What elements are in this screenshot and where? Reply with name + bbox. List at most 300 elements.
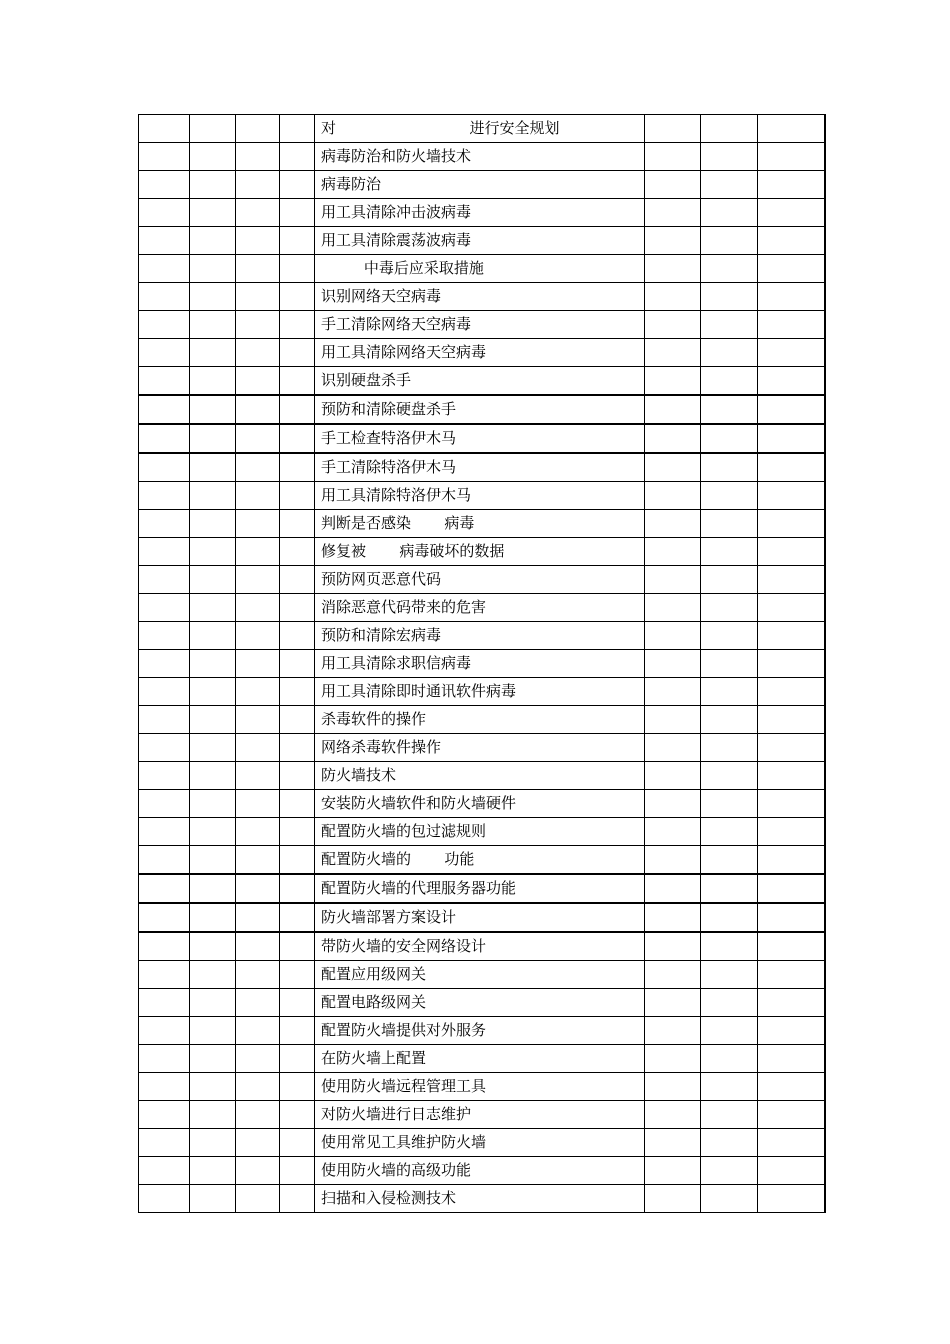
empty-cell	[758, 874, 825, 903]
empty-cell	[236, 1129, 280, 1157]
table-row	[139, 818, 825, 846]
empty-cell	[190, 961, 236, 989]
skill-item-cell: 中毒后应采取措施	[315, 255, 645, 283]
empty-cell	[236, 762, 280, 790]
empty-cell	[280, 227, 315, 255]
empty-cell	[280, 171, 315, 199]
empty-cell	[190, 1185, 236, 1213]
table-row	[139, 538, 825, 566]
empty-cell	[139, 171, 190, 199]
empty-cell	[236, 566, 280, 594]
empty-cell	[645, 594, 701, 622]
empty-cell	[758, 227, 825, 255]
empty-cell	[139, 961, 190, 989]
empty-cell	[139, 538, 190, 566]
empty-cell	[236, 1157, 280, 1185]
table-body	[139, 115, 825, 1213]
empty-cell	[139, 1101, 190, 1129]
empty-cell	[280, 143, 315, 171]
empty-cell	[701, 171, 758, 199]
empty-cell	[236, 171, 280, 199]
empty-cell	[701, 283, 758, 311]
empty-cell	[758, 1017, 825, 1045]
empty-cell	[701, 453, 758, 482]
empty-cell	[758, 1185, 825, 1213]
empty-cell	[280, 1101, 315, 1129]
empty-cell	[645, 255, 701, 283]
empty-cell	[645, 790, 701, 818]
skill-item-cell: 预防和清除硬盘杀手	[315, 395, 645, 424]
empty-cell	[280, 395, 315, 424]
empty-cell	[190, 453, 236, 482]
table-row	[139, 227, 825, 255]
empty-cell	[701, 255, 758, 283]
skill-item-cell: 配置应用级网关	[315, 961, 645, 989]
empty-cell	[139, 903, 190, 932]
table-row	[139, 367, 825, 396]
empty-cell	[645, 538, 701, 566]
skill-item-cell: 手工清除网络天空病毒	[315, 311, 645, 339]
empty-cell	[139, 115, 190, 143]
empty-cell	[236, 227, 280, 255]
empty-cell	[758, 482, 825, 510]
empty-cell	[701, 1101, 758, 1129]
empty-cell	[758, 453, 825, 482]
empty-cell	[701, 367, 758, 396]
empty-cell	[280, 255, 315, 283]
empty-cell	[645, 1017, 701, 1045]
empty-cell	[280, 115, 315, 143]
empty-cell	[236, 790, 280, 818]
empty-cell	[139, 199, 190, 227]
table-row	[139, 1045, 825, 1073]
empty-cell	[645, 678, 701, 706]
empty-cell	[701, 482, 758, 510]
empty-cell	[701, 874, 758, 903]
skill-item-cell: 预防网页恶意代码	[315, 566, 645, 594]
empty-cell	[236, 622, 280, 650]
empty-cell	[701, 790, 758, 818]
empty-cell	[701, 510, 758, 538]
skill-item-cell: 配置电路级网关	[315, 989, 645, 1017]
empty-cell	[236, 989, 280, 1017]
empty-cell	[645, 1073, 701, 1101]
empty-cell	[758, 538, 825, 566]
empty-cell	[236, 143, 280, 171]
empty-cell	[236, 1017, 280, 1045]
table-row	[139, 932, 825, 961]
empty-cell	[645, 227, 701, 255]
empty-cell	[758, 283, 825, 311]
empty-cell	[139, 874, 190, 903]
empty-cell	[190, 594, 236, 622]
skill-item-cell: 配置防火墙提供对外服务	[315, 1017, 645, 1045]
empty-cell	[758, 1101, 825, 1129]
empty-cell	[236, 199, 280, 227]
table-row	[139, 989, 825, 1017]
table-row	[139, 874, 825, 903]
empty-cell	[758, 734, 825, 762]
empty-cell	[280, 367, 315, 396]
empty-cell	[280, 762, 315, 790]
empty-cell	[139, 818, 190, 846]
empty-cell	[280, 1045, 315, 1073]
empty-cell	[139, 932, 190, 961]
empty-cell	[701, 566, 758, 594]
empty-cell	[190, 1157, 236, 1185]
empty-cell	[758, 706, 825, 734]
skill-item-cell: 使用常见工具维护防火墙	[315, 1129, 645, 1157]
empty-cell	[190, 311, 236, 339]
empty-cell	[139, 367, 190, 396]
empty-cell	[236, 903, 280, 932]
empty-cell	[236, 255, 280, 283]
empty-cell	[190, 790, 236, 818]
empty-cell	[701, 538, 758, 566]
empty-cell	[758, 903, 825, 932]
empty-cell	[236, 367, 280, 396]
empty-cell	[139, 283, 190, 311]
skill-item-cell: 对防火墙进行日志维护	[315, 1101, 645, 1129]
table-row	[139, 199, 825, 227]
skill-item-cell: 手工检查特洛伊木马	[315, 424, 645, 453]
empty-cell	[280, 510, 315, 538]
empty-cell	[236, 1073, 280, 1101]
empty-cell	[645, 453, 701, 482]
empty-cell	[236, 510, 280, 538]
skill-item-cell: 识别网络天空病毒	[315, 283, 645, 311]
empty-cell	[236, 650, 280, 678]
empty-cell	[236, 678, 280, 706]
empty-cell	[280, 961, 315, 989]
empty-cell	[645, 650, 701, 678]
empty-cell	[139, 762, 190, 790]
empty-cell	[701, 734, 758, 762]
empty-cell	[758, 143, 825, 171]
empty-cell	[701, 199, 758, 227]
skill-item-cell: 网络杀毒软件操作	[315, 734, 645, 762]
empty-cell	[701, 818, 758, 846]
empty-cell	[190, 846, 236, 875]
empty-cell	[758, 790, 825, 818]
empty-cell	[139, 227, 190, 255]
table-row	[139, 424, 825, 453]
empty-cell	[701, 1045, 758, 1073]
empty-cell	[280, 932, 315, 961]
skill-item-cell: 用工具清除即时通讯软件病毒	[315, 678, 645, 706]
empty-cell	[758, 678, 825, 706]
empty-cell	[645, 903, 701, 932]
empty-cell	[645, 510, 701, 538]
empty-cell	[139, 1073, 190, 1101]
empty-cell	[280, 453, 315, 482]
skill-item-cell: 消除恶意代码带来的危害	[315, 594, 645, 622]
empty-cell	[236, 115, 280, 143]
skill-item-cell: 用工具清除网络天空病毒	[315, 339, 645, 367]
empty-cell	[190, 1101, 236, 1129]
empty-cell	[139, 734, 190, 762]
table-row	[139, 650, 825, 678]
table-row	[139, 115, 825, 143]
empty-cell	[758, 424, 825, 453]
empty-cell	[139, 510, 190, 538]
skill-item-cell: 判断是否感染 病毒	[315, 510, 645, 538]
empty-cell	[758, 395, 825, 424]
empty-cell	[190, 734, 236, 762]
skill-item-cell: 带防火墙的安全网络设计	[315, 932, 645, 961]
table-row	[139, 482, 825, 510]
skill-item-cell: 对 进行安全规划	[315, 115, 645, 143]
empty-cell	[280, 874, 315, 903]
empty-cell	[645, 734, 701, 762]
table-row	[139, 1017, 825, 1045]
empty-cell	[758, 961, 825, 989]
empty-cell	[236, 594, 280, 622]
empty-cell	[645, 171, 701, 199]
empty-cell	[645, 961, 701, 989]
empty-cell	[758, 339, 825, 367]
table-row	[139, 395, 825, 424]
empty-cell	[758, 115, 825, 143]
table-row	[139, 678, 825, 706]
empty-cell	[645, 311, 701, 339]
empty-cell	[190, 482, 236, 510]
empty-cell	[139, 678, 190, 706]
skill-item-cell: 病毒防治和防火墙技术	[315, 143, 645, 171]
empty-cell	[701, 339, 758, 367]
empty-cell	[645, 1157, 701, 1185]
empty-cell	[139, 989, 190, 1017]
empty-cell	[645, 1129, 701, 1157]
empty-cell	[190, 1073, 236, 1101]
table-row	[139, 790, 825, 818]
empty-cell	[758, 818, 825, 846]
empty-cell	[236, 874, 280, 903]
empty-cell	[280, 1129, 315, 1157]
empty-cell	[758, 255, 825, 283]
empty-cell	[236, 818, 280, 846]
empty-cell	[645, 143, 701, 171]
empty-cell	[645, 482, 701, 510]
skill-item-cell: 扫描和入侵检测技术	[315, 1185, 645, 1213]
empty-cell	[645, 874, 701, 903]
empty-cell	[190, 989, 236, 1017]
empty-cell	[645, 1185, 701, 1213]
empty-cell	[701, 1157, 758, 1185]
empty-cell	[645, 339, 701, 367]
table-row	[139, 283, 825, 311]
table-row	[139, 171, 825, 199]
empty-cell	[758, 510, 825, 538]
empty-cell	[190, 1129, 236, 1157]
empty-cell	[280, 818, 315, 846]
empty-cell	[645, 566, 701, 594]
empty-cell	[190, 903, 236, 932]
table-row	[139, 1101, 825, 1129]
empty-cell	[236, 453, 280, 482]
skill-item-cell: 识别硬盘杀手	[315, 367, 645, 396]
empty-cell	[280, 734, 315, 762]
empty-cell	[701, 424, 758, 453]
empty-cell	[701, 311, 758, 339]
empty-cell	[139, 622, 190, 650]
table-row	[139, 903, 825, 932]
empty-cell	[190, 255, 236, 283]
empty-cell	[280, 706, 315, 734]
empty-cell	[645, 367, 701, 396]
empty-cell	[190, 650, 236, 678]
empty-cell	[645, 989, 701, 1017]
empty-cell	[280, 678, 315, 706]
empty-cell	[280, 1157, 315, 1185]
empty-cell	[190, 395, 236, 424]
empty-cell	[139, 424, 190, 453]
empty-cell	[190, 706, 236, 734]
empty-cell	[701, 395, 758, 424]
empty-cell	[190, 115, 236, 143]
empty-cell	[280, 482, 315, 510]
skill-item-cell: 用工具清除特洛伊木马	[315, 482, 645, 510]
skill-item-cell: 修复被 病毒破坏的数据	[315, 538, 645, 566]
empty-cell	[236, 283, 280, 311]
skill-item-cell: 防火墙技术	[315, 762, 645, 790]
empty-cell	[236, 932, 280, 961]
table-row	[139, 622, 825, 650]
empty-cell	[758, 989, 825, 1017]
empty-cell	[190, 367, 236, 396]
empty-cell	[139, 255, 190, 283]
empty-cell	[280, 622, 315, 650]
empty-cell	[758, 566, 825, 594]
empty-cell	[139, 143, 190, 171]
empty-cell	[139, 790, 190, 818]
skill-item-cell: 杀毒软件的操作	[315, 706, 645, 734]
empty-cell	[190, 510, 236, 538]
empty-cell	[645, 1045, 701, 1073]
empty-cell	[236, 1101, 280, 1129]
empty-cell	[645, 283, 701, 311]
empty-cell	[236, 706, 280, 734]
empty-cell	[190, 932, 236, 961]
empty-cell	[701, 1017, 758, 1045]
empty-cell	[758, 367, 825, 396]
empty-cell	[645, 199, 701, 227]
empty-cell	[236, 482, 280, 510]
empty-cell	[645, 932, 701, 961]
skill-item-cell: 防火墙部署方案设计	[315, 903, 645, 932]
skill-item-cell: 配置防火墙的代理服务器功能	[315, 874, 645, 903]
empty-cell	[139, 482, 190, 510]
empty-cell	[139, 311, 190, 339]
empty-cell	[645, 818, 701, 846]
empty-cell	[280, 594, 315, 622]
empty-cell	[701, 1185, 758, 1213]
empty-cell	[190, 678, 236, 706]
empty-cell	[139, 846, 190, 875]
empty-cell	[236, 846, 280, 875]
empty-cell	[190, 538, 236, 566]
table-row	[139, 311, 825, 339]
table-row	[139, 762, 825, 790]
empty-cell	[758, 1045, 825, 1073]
empty-cell	[280, 424, 315, 453]
skill-item-cell: 在防火墙上配置	[315, 1045, 645, 1073]
table-row	[139, 255, 825, 283]
empty-cell	[280, 790, 315, 818]
empty-cell	[758, 846, 825, 875]
empty-cell	[280, 339, 315, 367]
empty-cell	[236, 1045, 280, 1073]
table-row	[139, 1157, 825, 1185]
skill-item-cell: 预防和清除宏病毒	[315, 622, 645, 650]
table-row	[139, 594, 825, 622]
empty-cell	[645, 762, 701, 790]
empty-cell	[280, 566, 315, 594]
empty-cell	[236, 961, 280, 989]
empty-cell	[236, 424, 280, 453]
table-row	[139, 734, 825, 762]
empty-cell	[645, 1101, 701, 1129]
skill-item-cell: 配置防火墙的 功能	[315, 846, 645, 875]
empty-cell	[236, 538, 280, 566]
empty-cell	[139, 594, 190, 622]
empty-cell	[701, 650, 758, 678]
empty-cell	[280, 846, 315, 875]
empty-cell	[190, 171, 236, 199]
empty-cell	[758, 1129, 825, 1157]
empty-cell	[758, 762, 825, 790]
empty-cell	[139, 1157, 190, 1185]
empty-cell	[236, 395, 280, 424]
table-row	[139, 961, 825, 989]
empty-cell	[701, 227, 758, 255]
empty-cell	[236, 339, 280, 367]
empty-cell	[280, 650, 315, 678]
empty-cell	[139, 1017, 190, 1045]
skill-item-cell: 使用防火墙的高级功能	[315, 1157, 645, 1185]
empty-cell	[139, 1185, 190, 1213]
empty-cell	[280, 903, 315, 932]
empty-cell	[758, 650, 825, 678]
empty-cell	[758, 594, 825, 622]
empty-cell	[190, 1017, 236, 1045]
empty-cell	[280, 199, 315, 227]
empty-cell	[701, 932, 758, 961]
empty-cell	[190, 874, 236, 903]
empty-cell	[645, 622, 701, 650]
empty-cell	[190, 143, 236, 171]
empty-cell	[758, 622, 825, 650]
empty-cell	[236, 734, 280, 762]
empty-cell	[139, 650, 190, 678]
empty-cell	[190, 622, 236, 650]
empty-cell	[701, 622, 758, 650]
empty-cell	[280, 283, 315, 311]
table-row	[139, 510, 825, 538]
table-row	[139, 143, 825, 171]
table-row	[139, 706, 825, 734]
empty-cell	[645, 706, 701, 734]
empty-cell	[701, 989, 758, 1017]
table-row	[139, 846, 825, 875]
empty-cell	[139, 339, 190, 367]
table-row	[139, 1185, 825, 1213]
empty-cell	[701, 961, 758, 989]
empty-cell	[758, 171, 825, 199]
empty-cell	[139, 1129, 190, 1157]
empty-cell	[645, 115, 701, 143]
empty-cell	[758, 932, 825, 961]
